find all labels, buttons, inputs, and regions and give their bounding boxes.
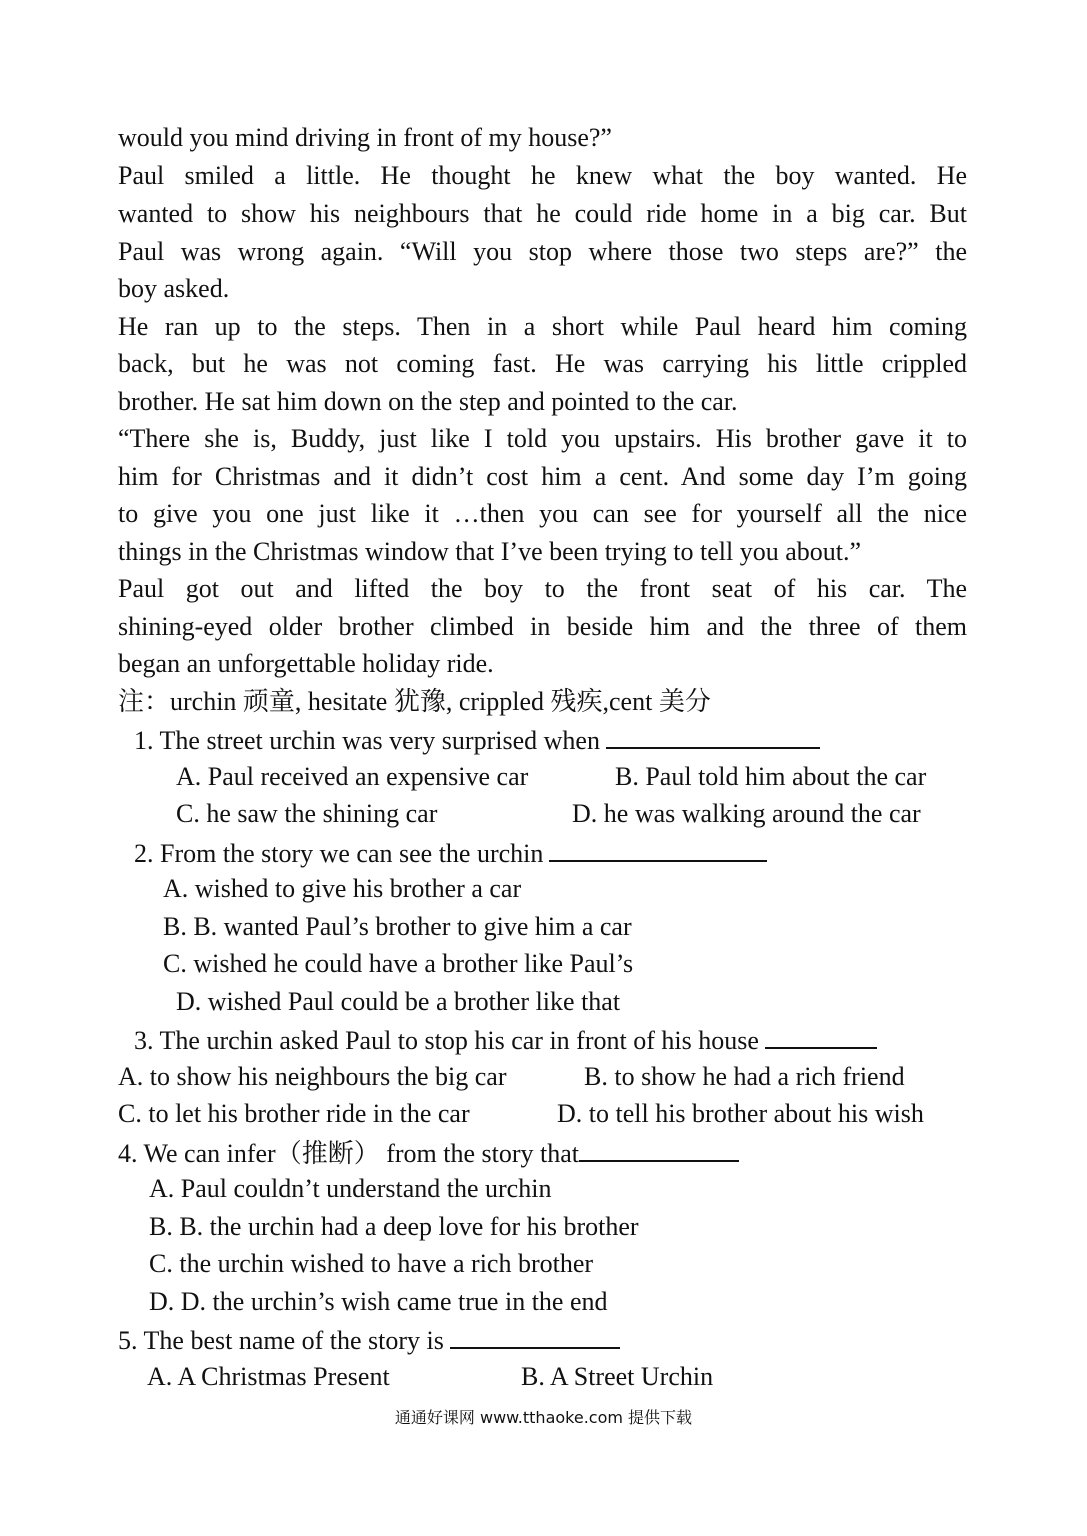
answer-blank [450, 1323, 620, 1349]
option-2b: B. B. wanted Paul’s brother to give him a car [163, 912, 632, 941]
option-2c: C. wished he could have a brother like Paul’s [163, 949, 634, 978]
passage-line: Paul got out and lifted the boy to the front seat of his car. The [118, 574, 967, 603]
option-2d: D. wished Paul could be a brother like that [176, 987, 621, 1016]
option-3b: B. to show he had a rich friend [584, 1062, 905, 1091]
question-1-stem [134, 723, 820, 757]
option-5b: B. A Street Urchin [521, 1362, 714, 1391]
option-3a: A. to show his neighbours the big car [118, 1062, 507, 1091]
question-2-stem [134, 836, 767, 870]
option-4a: A. Paul couldn’t understand the urchin [149, 1174, 552, 1203]
question-stem-text: 1. The street urchin was very surprised when [134, 726, 600, 755]
question-3-stem [134, 1023, 877, 1057]
question-stem-text: 4. We can infer（推断） from the story that [118, 1139, 579, 1168]
passage-line: things in the Christmas window that I’ve been trying to tell you about.” [118, 537, 862, 566]
passage-line: boy asked. [118, 274, 230, 303]
question-4-stem [118, 1136, 739, 1170]
option-3c: C. to let his brother ride in the car [118, 1099, 470, 1128]
passage-line: brother. He sat him down on the step and pointed to the car. [118, 387, 738, 416]
answer-blank [579, 1136, 739, 1162]
passage-line: Paul was wrong again. “Will you stop where those two steps are?” the [118, 237, 967, 266]
answer-blank [765, 1023, 877, 1049]
answer-blank [549, 836, 767, 862]
option-5a: A. A Christmas Present [147, 1362, 390, 1391]
option-1d: D. he was walking around the car [572, 799, 921, 828]
option-4b: B. B. the urchin had a deep love for his brother [149, 1212, 639, 1241]
passage-line: back, but he was not coming fast. He was carrying his little crippled [118, 349, 967, 378]
passage-line: He ran up to the steps. Then in a short while Paul heard him coming [118, 312, 967, 341]
passage-line: Paul smiled a little. He thought he knew what the boy wanted. He [118, 161, 967, 190]
passage-line: “There she is, Buddy, just like I told you upstairs. His brother gave it to [118, 424, 967, 453]
option-1b: B. Paul told him about the car [615, 762, 927, 791]
page-footer: 通通好课网 www.tthaoke.com 提供下载 [394, 1408, 693, 1427]
option-3d: D. to tell his brother about his wish [557, 1099, 924, 1128]
passage-line: shining-eyed older brother climbed in beside him and the three of them [118, 612, 967, 641]
question-stem-text: 5. The best name of the story is [118, 1326, 444, 1355]
option-4c: C. the urchin wished to have a rich brother [149, 1249, 594, 1278]
passage-line: to give you one just like it …then you can see for yourself all the nice [118, 499, 967, 528]
question-stem-text: 3. The urchin asked Paul to stop his car in front of his house [134, 1026, 759, 1055]
question-stem-text: 2. From the story we can see the urchin [134, 839, 544, 868]
option-1a: A. Paul received an expensive car [176, 762, 529, 791]
vocabulary-note: 注：urchin 顽童, hesitate 犹豫, crippled 残疾,cent 美分 [118, 687, 711, 716]
question-5-stem [118, 1323, 620, 1357]
passage-line: began an unforgettable holiday ride. [118, 649, 494, 678]
option-2a: A. wished to give his brother a car [163, 874, 522, 903]
passage-line: wanted to show his neighbours that he could ride home in a big car. But [118, 199, 967, 228]
passage-line: him for Christmas and it didn’t cost him a cent. And some day I’m going [118, 462, 967, 491]
answer-blank [606, 723, 820, 749]
option-4d: D. D. the urchin’s wish came true in the end [149, 1287, 608, 1316]
passage-line: would you mind driving in front of my house?” [118, 123, 612, 152]
option-1c: C. he saw the shining car [176, 799, 438, 828]
